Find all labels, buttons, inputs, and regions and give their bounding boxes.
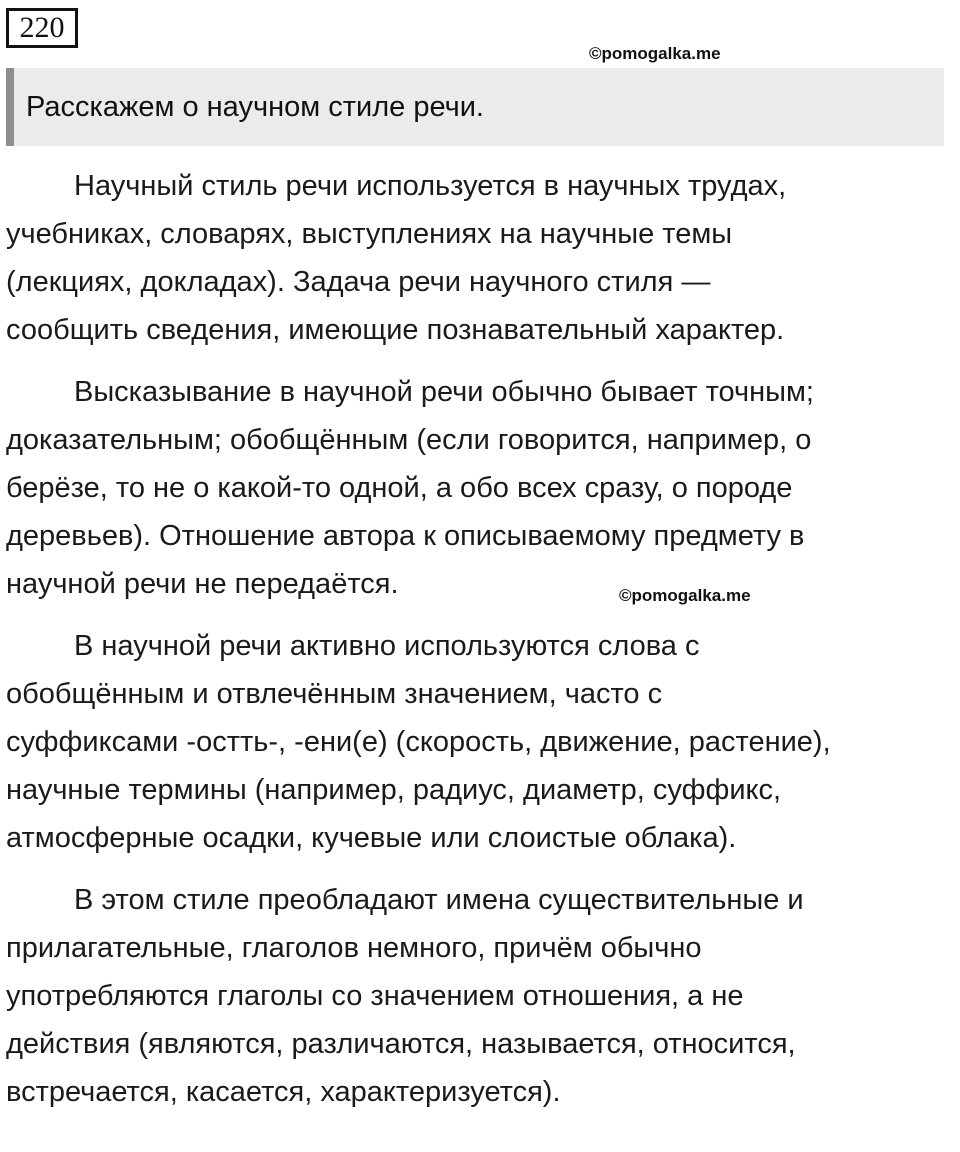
text-line: учебниках, словарях, выступлениях на научные темы [6,218,733,250]
watermark-middle: ©pomogalka.me [619,586,751,605]
text-line: суффиксами -остть-, -ени(е) (скорость, движение, растение), [6,726,831,758]
exercise-number: 220 [6,8,78,48]
text-line: научные термины (например, радиус, диаметр, суффикс, [6,774,782,806]
text-line: деревьев). Отношение автора к описываемому предмету в [6,520,805,552]
text-line: обобщённым и отвлечённым значением, часто с [6,678,663,710]
text-line: доказательным; обобщённым (если говорится, например, о [6,424,812,456]
text-line: атмосферные осадки, кучевые или слоистые облака). [6,822,737,854]
text-line: прилагательные, глаголов немного, причём обычно [6,932,702,964]
task-text: Расскажем о научном стиле речи. [26,91,484,123]
watermark-top: ©pomogalka.me [589,44,721,63]
paragraph-2 [6,368,952,608]
text-line: сообщить сведения, имеющие познавательный характер. [6,314,785,346]
text-body [6,162,952,1130]
paragraph-3 [6,622,952,862]
text-line: Научный стиль речи используется в научных трудах, [74,170,787,202]
text-line: употребляются глаголы со значением отношения, а не [6,980,744,1012]
paragraph-4 [6,876,952,1116]
text-line: научной речи не передаётся. [6,568,399,600]
text-line: действия (являются, различаются, называется, относится, [6,1028,796,1060]
text-line: берёзе, то не о какой-то одной, а обо всех сразу, о породе [6,472,793,504]
task-banner [6,68,944,146]
text-line: (лекциях, докладах). Задача речи научного стиля — [6,266,711,298]
text-line: В научной речи активно используются слова с [74,630,700,662]
text-line: Высказывание в научной речи обычно бывает точным; [74,376,814,408]
text-line: встречается, касается, характеризуется). [6,1076,561,1108]
text-line: В этом стиле преобладают имена существительные и [74,884,804,916]
paragraph-1 [6,162,952,354]
